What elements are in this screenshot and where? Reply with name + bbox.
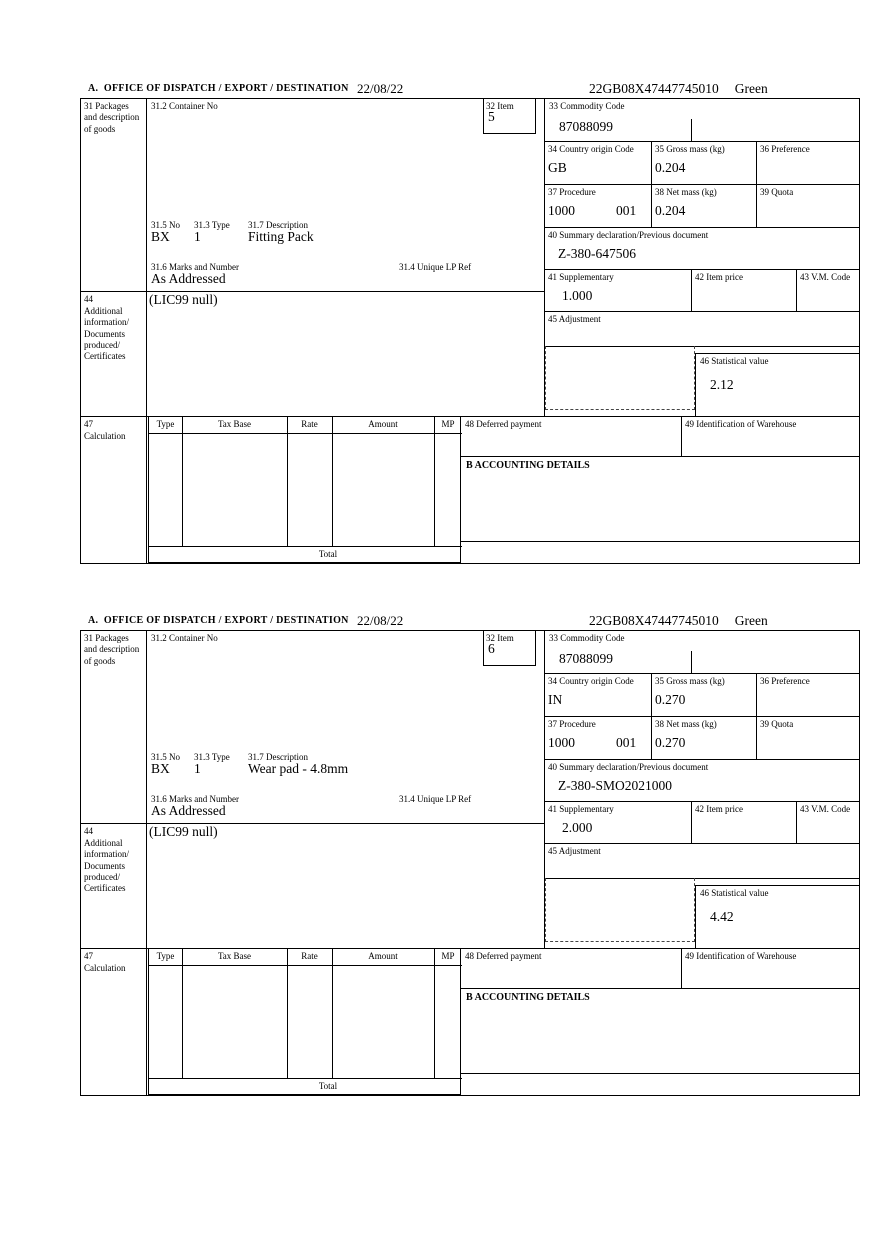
net-mass-value: 0.204 — [655, 203, 686, 218]
tax-header-divider — [149, 433, 462, 434]
statistical-value: 4.42 — [710, 909, 734, 924]
deferred-payment-label: 48 Deferred payment — [465, 951, 542, 961]
country-origin-value: GB — [548, 160, 567, 175]
routing-value: Green — [734, 81, 768, 96]
origin-mass-divider — [651, 673, 652, 759]
tax-total-divider — [149, 546, 462, 547]
supplementary-price-divider — [691, 269, 692, 311]
accounting-details-title: B ACCOUNTING DETAILS — [466, 460, 590, 471]
item-number-box — [483, 631, 536, 666]
deferred-warehouse-divider — [681, 416, 682, 456]
accounting-bottom-border — [461, 1073, 859, 1074]
unique-lp-ref-label: 31.4 Unique LP Ref — [399, 794, 472, 804]
amount-column-header: Amount — [368, 951, 398, 961]
statistical-value: 2.12 — [710, 377, 734, 392]
declaration-date: 22/08/22 — [357, 613, 404, 628]
tax-calculation-table — [148, 948, 461, 1095]
supplementary-value: 2.000 — [562, 820, 593, 835]
price-vm-divider — [796, 269, 797, 311]
package-kind-value: BX — [151, 229, 170, 244]
adjustment-label: 45 Adjustment — [548, 314, 601, 324]
rate-column-divider — [332, 416, 333, 546]
commodity-code-label: 33 Commodity Code — [549, 101, 625, 111]
container-no-label: 31.2 Container No — [151, 633, 218, 643]
accounting-bottom-border — [461, 541, 859, 542]
adjustment-dashed-box — [545, 878, 695, 942]
amount-column-divider — [434, 948, 435, 1078]
procedure-row-divider — [544, 759, 859, 760]
tax-total-divider — [149, 1078, 462, 1079]
origin-row-divider — [544, 184, 859, 185]
statistical-value-box — [695, 353, 859, 416]
mrn-value: 22GB08X47447745010 — [589, 613, 719, 628]
commodity-code-separator — [691, 651, 692, 673]
description-label: 31.7 Description — [248, 752, 308, 762]
statistical-value-box — [695, 885, 859, 948]
warehouse-id-label: 49 Identification of Warehouse — [685, 951, 797, 961]
type-column-divider — [182, 416, 183, 546]
rate-column-header: Rate — [301, 419, 318, 429]
package-no-label: 31.5 No — [151, 220, 180, 230]
box47-text-label: Calculation — [84, 431, 126, 441]
accounting-top-border — [461, 456, 859, 457]
item-number-value: 6 — [488, 641, 495, 656]
procedure-label: 37 Procedure — [548, 719, 596, 729]
container-no-label: 31.2 Container No — [151, 101, 218, 111]
tax-calculation-table — [148, 416, 461, 563]
box47-number-label: 47 — [84, 419, 93, 429]
quota-label: 39 Quota — [760, 719, 794, 729]
supplementary-price-divider — [691, 801, 692, 843]
unique-lp-ref-label: 31.4 Unique LP Ref — [399, 262, 472, 272]
commodity-code-separator — [691, 119, 692, 141]
type-column-header: Type — [156, 419, 175, 429]
preference-label: 36 Preference — [760, 144, 810, 154]
vm-code-label: 43 V.M. Code — [800, 804, 851, 814]
accounting-top-border — [461, 988, 859, 989]
box47-number-label: 47 — [84, 951, 93, 961]
mrn-value: 22GB08X47447745010 — [589, 81, 719, 96]
box44-text-label: Additional information/ Documents produced/ Certificates — [84, 306, 129, 361]
summary-declaration-label: 40 Summary declaration/Previous document — [548, 762, 709, 772]
total-label: Total — [318, 1081, 338, 1091]
additional-info-value: (LIC99 null) — [149, 292, 218, 307]
package-type-label: 31.3 Type — [194, 220, 230, 230]
declaration-form-box — [80, 630, 860, 1096]
gross-mass-label: 35 Gross mass (kg) — [655, 144, 725, 154]
adjustment-label: 45 Adjustment — [548, 846, 601, 856]
declaration-date: 22/08/22 — [357, 81, 404, 96]
marks-value: As Addressed — [151, 803, 226, 818]
item-number-box — [483, 99, 536, 134]
marks-label: 31.6 Marks and Number — [151, 262, 239, 272]
item-price-label: 42 Item price — [695, 804, 743, 814]
packages-label: 31 Packages and description of goods — [84, 633, 140, 666]
taxbase-column-header: Tax Base — [217, 419, 252, 429]
commodity-row-divider — [544, 141, 859, 142]
gross-mass-value: 0.270 — [655, 692, 686, 707]
package-kind-value: BX — [151, 761, 170, 776]
procedure-qualifier-value: 001 — [616, 203, 637, 218]
adjustment-dashed-box — [545, 346, 695, 410]
amount-column-divider — [434, 416, 435, 546]
packages-label: 31 Packages and description of goods — [84, 101, 140, 134]
mp-column-header: MP — [441, 951, 455, 961]
goods-description-value: Fitting Pack — [248, 229, 314, 244]
gross-mass-label: 35 Gross mass (kg) — [655, 676, 725, 686]
package-type-label: 31.3 Type — [194, 752, 230, 762]
box44-number-label: 44 — [84, 294, 93, 304]
type-column-divider — [182, 948, 183, 1078]
net-mass-value: 0.270 — [655, 735, 686, 750]
quota-label: 39 Quota — [760, 187, 794, 197]
office-of-dispatch-header: A. OFFICE OF DISPATCH / EXPORT / DESTINATION — [88, 83, 349, 94]
taxbase-column-header: Tax Base — [217, 951, 252, 961]
total-label: Total — [318, 549, 338, 559]
item-price-label: 42 Item price — [695, 272, 743, 282]
amount-column-header: Amount — [368, 419, 398, 429]
procedure-value: 1000 — [548, 203, 575, 218]
declaration-form-box — [80, 98, 860, 564]
deferred-payment-label: 48 Deferred payment — [465, 419, 542, 429]
summary-declaration-label: 40 Summary declaration/Previous document — [548, 230, 709, 240]
customs-item-section — [80, 80, 862, 568]
supplementary-value: 1.000 — [562, 288, 593, 303]
price-vm-divider — [796, 801, 797, 843]
additional-info-value: (LIC99 null) — [149, 824, 218, 839]
item-label: 32 Item — [486, 101, 514, 111]
routing-value: Green — [734, 613, 768, 628]
office-of-dispatch-header: A. OFFICE OF DISPATCH / EXPORT / DESTINATION — [88, 615, 349, 626]
taxbase-column-divider — [287, 948, 288, 1078]
mp-column-header: MP — [441, 419, 455, 429]
procedure-label: 37 Procedure — [548, 187, 596, 197]
supplementary-label: 41 Supplementary — [548, 804, 614, 814]
marks-label: 31.6 Marks and Number — [151, 794, 239, 804]
statistical-value-label: 46 Statistical value — [700, 888, 769, 898]
summary-row-divider — [544, 801, 859, 802]
type-column-header: Type — [156, 951, 175, 961]
box44-number-label: 44 — [84, 826, 93, 836]
declaration-reference — [589, 81, 768, 97]
previous-document-value: Z-380-647506 — [558, 246, 636, 261]
procedure-row-divider — [544, 227, 859, 228]
left-column-divider — [146, 99, 147, 563]
package-no-label: 31.5 No — [151, 752, 180, 762]
rate-column-divider — [332, 948, 333, 1078]
vm-code-label: 43 V.M. Code — [800, 272, 851, 282]
accounting-details-title: B ACCOUNTING DETAILS — [466, 992, 590, 1003]
box47-text-label: Calculation — [84, 963, 126, 973]
rate-column-header: Rate — [301, 951, 318, 961]
statistical-value-label: 46 Statistical value — [700, 356, 769, 366]
supplementary-row-divider — [544, 843, 859, 844]
country-origin-label: 34 Country origin Code — [548, 676, 634, 686]
gross-mass-value: 0.204 — [655, 160, 686, 175]
origin-mass-divider — [651, 141, 652, 227]
deferred-warehouse-divider — [681, 948, 682, 988]
summary-row-divider — [544, 269, 859, 270]
left-column-divider — [146, 631, 147, 1095]
description-label: 31.7 Description — [248, 220, 308, 230]
net-mass-label: 38 Net mass (kg) — [655, 719, 717, 729]
supplementary-row-divider — [544, 311, 859, 312]
procedure-qualifier-value: 001 — [616, 735, 637, 750]
commodity-code-value: 87088099 — [559, 651, 613, 666]
declaration-reference — [589, 613, 768, 629]
preference-label: 36 Preference — [760, 676, 810, 686]
package-count-value: 1 — [194, 229, 201, 244]
country-origin-value: IN — [548, 692, 563, 707]
package-count-value: 1 — [194, 761, 201, 776]
commodity-row-divider — [544, 673, 859, 674]
commodity-code-label: 33 Commodity Code — [549, 633, 625, 643]
tax-header-divider — [149, 965, 462, 966]
previous-document-value: Z-380-SMO2021000 — [558, 778, 672, 793]
item-number-value: 5 — [488, 109, 495, 124]
customs-item-section — [80, 612, 862, 1100]
supplementary-label: 41 Supplementary — [548, 272, 614, 282]
warehouse-id-label: 49 Identification of Warehouse — [685, 419, 797, 429]
taxbase-column-divider — [287, 416, 288, 546]
item-label: 32 Item — [486, 633, 514, 643]
net-mass-label: 38 Net mass (kg) — [655, 187, 717, 197]
marks-value: As Addressed — [151, 271, 226, 286]
procedure-value: 1000 — [548, 735, 575, 750]
goods-description-value: Wear pad - 4.8mm — [248, 761, 349, 776]
origin-row-divider — [544, 716, 859, 717]
commodity-code-value: 87088099 — [559, 119, 613, 134]
mass-preference-divider — [756, 141, 757, 227]
mass-preference-divider — [756, 673, 757, 759]
country-origin-label: 34 Country origin Code — [548, 144, 634, 154]
box44-text-label: Additional information/ Documents produced/ Certificates — [84, 838, 129, 893]
